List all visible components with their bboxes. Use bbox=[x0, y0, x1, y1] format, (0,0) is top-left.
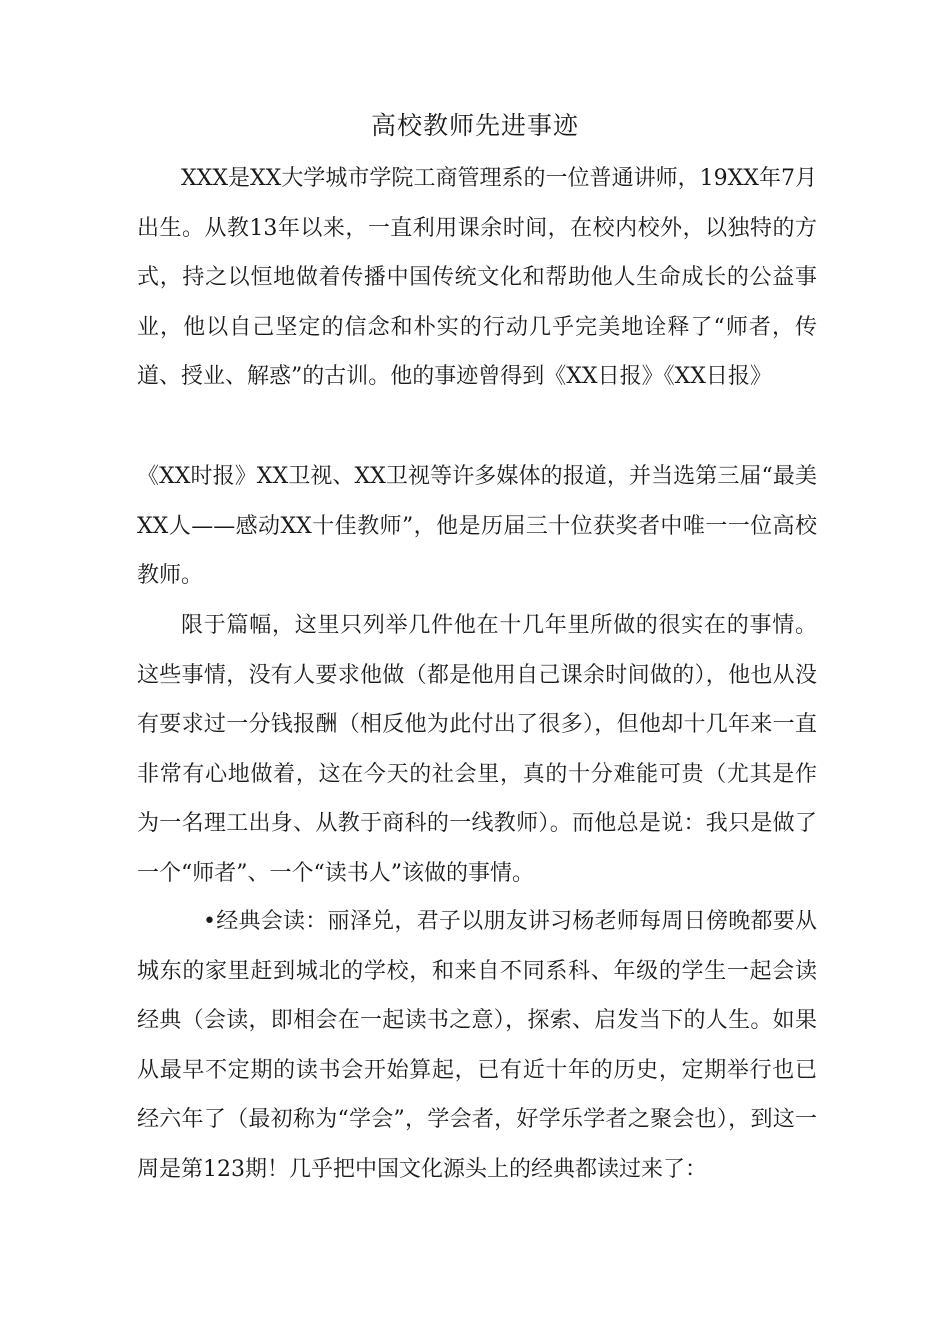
paragraph-media-reports: 《XX时报》XX卫视、XX卫视等许多媒体的报道，并当选第三届“最美XX人——感动XX十佳教师”，他是历届三十位获奖者中唯一一位高校教师。 bbox=[137, 464, 817, 588]
document-title: 高校教师先进事迹 bbox=[370, 111, 579, 140]
paragraph-classic-reading: •经典会读：丽泽兑，君子以朋友讲习杨老师每周日傍晚都要从城东的家里赶到城北的学校，和来自不同系科、年级的学生一起会读经典（会读，即相会在一起读书之意），探索、启发当下的人生。如果从最早不定期的读书会开始算起，已有近十年的历史，定期举行也已经六年了（最初称为“学会”，学会者，好学乐学者之聚会也），到这一周是第123期！几乎把中国文化源头上的经典都读过来了： bbox=[137, 909, 817, 1182]
paragraph-deeds-summary: 限于篇幅，这里只列举几件他在十几年里所做的很实在的事情。这些事情，没有人要求他做（都是他用自己课余时间做的），他也从没有要求过一分钱报酬（相反他为此付出了很多），但他却十几年来一直非常有心地做着，这在今天的社会里，真的十分难能可贵（尤其是作为一名理工出身、从教于商科的一线教师）。而他总是说：我只是做了一个“师者”、一个“读书人”该做的事情。 bbox=[137, 613, 817, 886]
paragraph-intro: XXX是XX大学城市学院工商管理系的一位普通讲师，19XX年7月出生。从教13年以来，一直利用课余时间，在校内校外，以独特的方式，持之以恒地做着传播中国传统文化和帮助他人生命成长的公益事业，他以自己坚定的信念和朴实的行动几乎完美地诠释了“师者，传道、授业、解惑”的古训。他的事迹曾得到《XX日报》《XX日报》 bbox=[137, 166, 817, 389]
